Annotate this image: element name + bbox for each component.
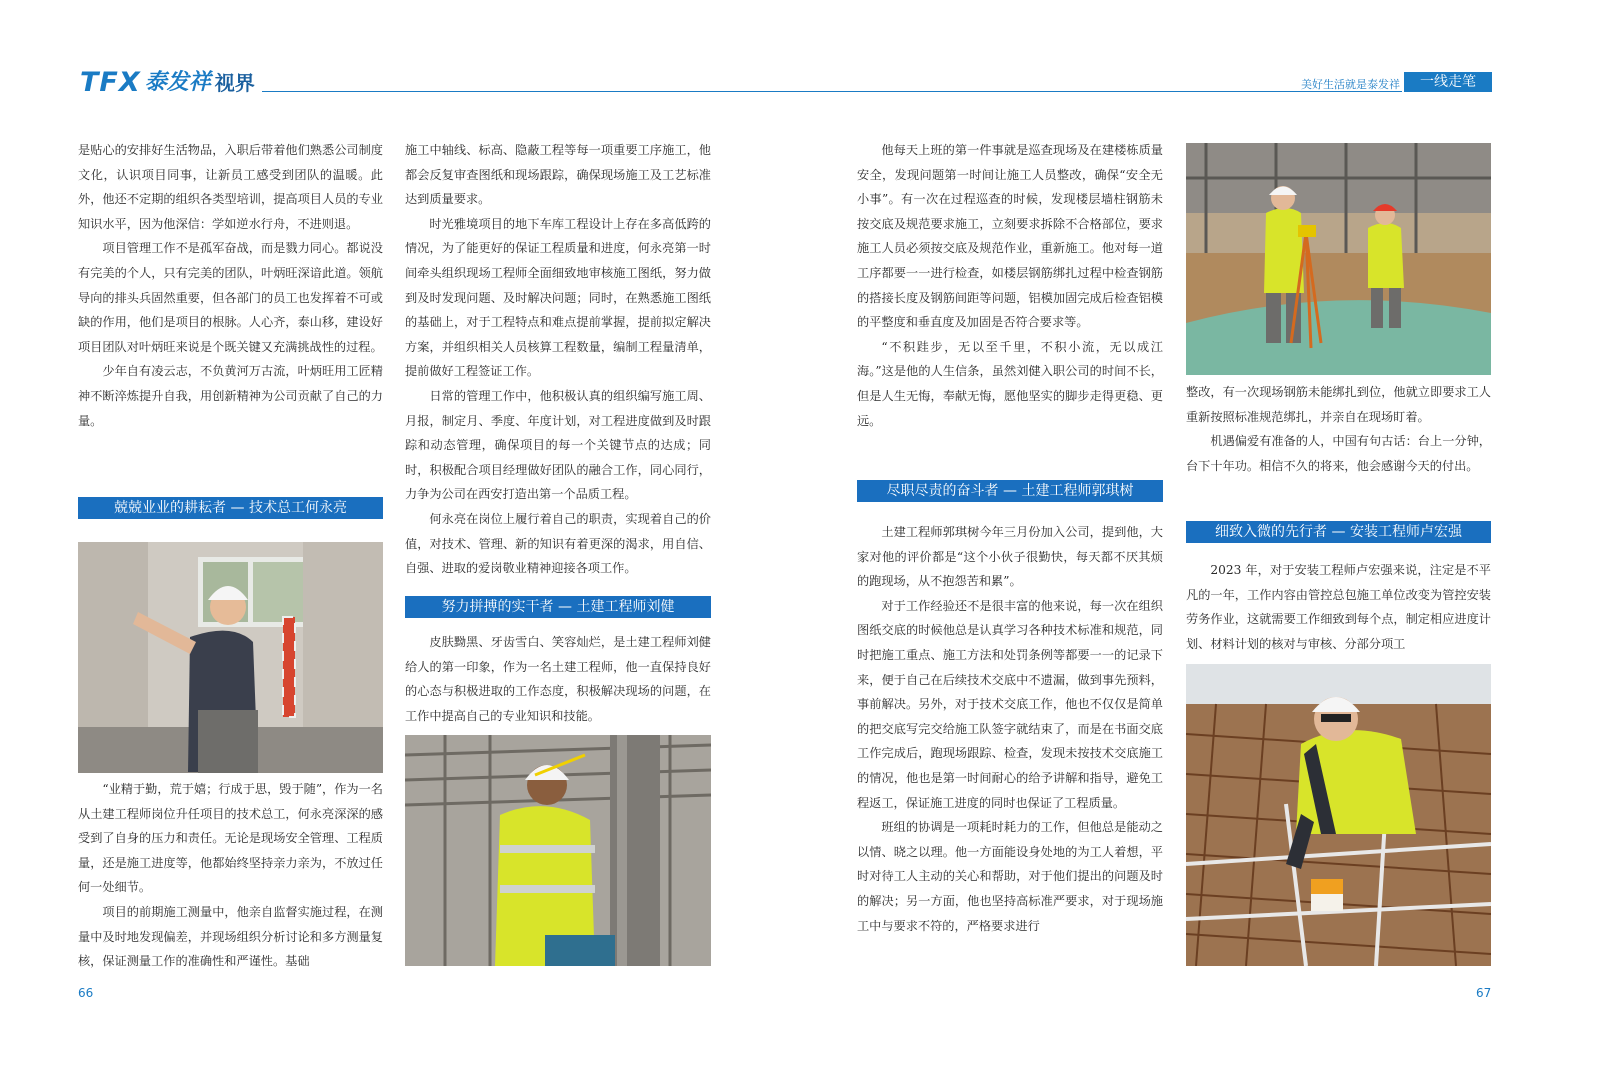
header-slogan: 美好生活就是泰发祥 bbox=[1301, 78, 1400, 91]
paragraph: 机遇偏爱有准备的人，中国有句古话：台上一分钟，台下十年功。相信不久的将来，他会感谢今天的付出。 bbox=[1186, 434, 1491, 473]
header-rule bbox=[262, 91, 1402, 92]
logo-suffix: 视界 bbox=[214, 71, 255, 95]
paragraph: “业精于勤，荒于嬉；行成于思，毁于随”，作为一名从土建工程师岗位升任项目的技术总工，何永亮深深的感受到了自身的压力和责任。无论是现场安全管理、工程质量，还是施工进度等，他都始终坚持亲力亲为，不放过任何一处细节。 bbox=[78, 782, 383, 895]
logo-chinese: 泰发祥 bbox=[144, 70, 211, 95]
photo-illustration bbox=[405, 735, 711, 966]
paragraph: 项目的前期施工测量中，他亲自监督实施过程，在测量中及时地发现偏差，并现场组织分析讨论和多方测量复核，保证测量工作的准确性和严谨性。基础 bbox=[78, 904, 383, 969]
paragraph: 施工中轴线、标高、隐蔽工程等每一项重要工序施工，他都会反复审查图纸和现场跟踪，确保现场施工及工艺标准达到质量要求。 bbox=[405, 143, 711, 207]
paragraph: 对于工作经验还不是很丰富的他来说，每一次在组织图纸交底的时候他总是认真学习各种技术标准和规范，同时把施工重点、施工方法和处罚条例等都要一一的记录下来，便于自己在后续技术交底中不遗漏，做到事先预料，事前解决。另外，对于技术交底工作，他也不仅仅是简单的把交底写完交给施工队签字就结束了，而是在书面交底工作完成后，跑现场跟踪、检查，发现未按技术交底施工的情况，他也是第一时间耐心的给予讲解和指导，避免工程返工，保证施工进度的同时也保证了工程质量。 bbox=[857, 598, 1163, 810]
photo-illustration bbox=[1186, 143, 1491, 375]
paragraph: 日常的管理工作中，他积极认真的组织编写施工周、月报，制定月、季度、年度计划，对工程进度做到及时跟踪和动态管理，确保项目的每一个关键节点的达成；同时，积极配合项目经理做好团队的融合工作，同心同行，力争为公司在西安打造出第一个品质工程。 bbox=[405, 388, 711, 502]
paragraph: 少年自有凌云志，不负黄河万古流，叶炳旺用工匠精神不断淬炼提升自我，用创新精神为公司贡献了自己的力量。 bbox=[78, 364, 383, 428]
paragraph: 整改，有一次现场钢筋未能绑扎到位，他就立即要求工人重新按照标准规范绑扎，并亲自在现场盯着。 bbox=[1186, 385, 1491, 424]
photo-engineer-at-wall bbox=[78, 542, 383, 773]
paragraph: 何永亮在岗位上履行着自己的职责，实现着自己的价值，对技术、管理、新的知识有着更深的渴求，用自信、自强、进取的爱岗敬业精神迎接各项工作。 bbox=[405, 511, 711, 576]
section-heading-guo-qishu: 尽职尽责的奋斗者 — 土建工程师郭琪树 bbox=[857, 480, 1163, 502]
photo-illustration bbox=[1186, 664, 1491, 966]
section-heading-lu-hongqiang: 细致入微的先行者 — 安装工程师卢宏强 bbox=[1186, 521, 1491, 543]
paragraph: 班组的协调是一项耗时耗力的工作，但他总是能动之以情、晓之以理。他一方面能设身处地的为工人着想，平时对待工人主动的关心和帮助，对于他们提出的问题及时的解决；另一方面，他也坚持高标准严要求，对于现场施工中与要求不符的，严格要求进行 bbox=[857, 820, 1163, 933]
paragraph: 时光雅境项目的地下车库工程设计上存在多高低跨的情况，为了能更好的保证工程质量和进度，何永亮第一时间牵头组织现场工程师全面细致地审核施工图纸，努力做到及时发现问题、及时解决问题；同时，在熟悉施工图纸的基础上，对于工程特点和难点提前掌握，提前拟定解决方案，并组织相关人员核算工程数量，编制工程量清单，提前做好工程签证工作。 bbox=[405, 216, 711, 379]
paragraph: 他每天上班的第一件事就是巡查现场及在建楼栋质量安全，发现问题第一时间让施工人员整改，确保“安全无小事”。有一次在过程巡查的时候，发现楼层墙柱钢筋未按交底及规范要求施工，立刻要求拆除不合格部位，要求施工人员必须按交底及规范作业，重新施工。他对每一道工序都要一一进行检查，如楼层钢筋绑扎过程中检查钢筋的搭接长度及钢筋间距等问题，铝模加固完成后检查铝模的平整度和垂直度及加固是否符合要求等。 bbox=[857, 143, 1163, 330]
column-3-top bbox=[857, 138, 1163, 433]
paragraph: 是贴心的安排好生活物品，入职后带着他们熟悉公司制度文化，认识项目同事，让新员工感受到团队的温暖。此外，他还不定期的组织各类型培训，提高项目人员的专业知识水平，因为他深信：学如逆水行舟，不进则退。 bbox=[78, 143, 383, 231]
section-heading-he-yongliang: 兢兢业业的耕耘者 — 技术总工何永亮 bbox=[78, 497, 383, 519]
paragraph: “不积跬步，无以至千里，不积小流，无以成江海。”这是他的人生信条，虽然刘健入职公司的时间不长，但是人生无悔，奉献无悔，愿他坚实的脚步走得更稳、更远。 bbox=[857, 339, 1163, 428]
photo-illustration bbox=[78, 542, 383, 773]
logo-latin: TFX bbox=[80, 67, 141, 98]
page-number-left: 66 bbox=[78, 986, 94, 1000]
paragraph: 项目管理工作不是孤军奋战，而是戮力同心。都说没有完美的个人，只有完美的团队，叶炳旺深谙此道。领航导向的排头兵固然重要，但各部门的员工也发挥着不可或缺的作用，他们是项目的根脉。人心齐，泰山移，建设好项目团队对叶炳旺来说是个既关键又充满挑战性的过程。 bbox=[78, 241, 383, 354]
photo-surveyors-with-tripod bbox=[1186, 143, 1491, 375]
photo-engineer-inspecting-rebar bbox=[1186, 664, 1491, 966]
section-tag: 一线走笔 bbox=[1404, 72, 1492, 92]
column-4-bottom bbox=[1186, 558, 1491, 656]
paragraph: 皮肤黝黑、牙齿雪白、笑容灿烂，是土建工程师刘健给人的第一印象，作为一名土建工程师，他一直保持良好的心态与积极进取的工作态度，积极解决现场的问题，在工作中提高自己的专业知识和技能。 bbox=[405, 635, 711, 723]
photo-engineer-measuring bbox=[405, 735, 711, 966]
paragraph: 土建工程师郭琪树今年三月份加入公司，提到他，大家对他的评价都是“这个小伙子很勤快，每天都不厌其烦的跑现场，从不抱怨苦和累”。 bbox=[857, 525, 1163, 589]
page-number-right: 67 bbox=[1476, 986, 1492, 1000]
column-1-bottom bbox=[78, 777, 383, 974]
column-4-top bbox=[1186, 380, 1491, 478]
paragraph: 2023 年，对于安装工程师卢宏强来说，注定是不平凡的一年，工作内容由管控总包施工单位改变为管控安装劳务作业，这就需要工作细致到每个点，制定相应进度计划、材料计划的核对与审核、分部分项工 bbox=[1186, 563, 1491, 651]
column-3-bottom bbox=[857, 520, 1163, 938]
column-2-top bbox=[405, 138, 711, 581]
column-2-bottom bbox=[405, 630, 711, 728]
section-heading-liu-jian: 努力拼搏的实干者 — 土建工程师刘健 bbox=[405, 596, 711, 618]
magazine-logo bbox=[80, 68, 255, 98]
column-1-top bbox=[78, 138, 383, 433]
